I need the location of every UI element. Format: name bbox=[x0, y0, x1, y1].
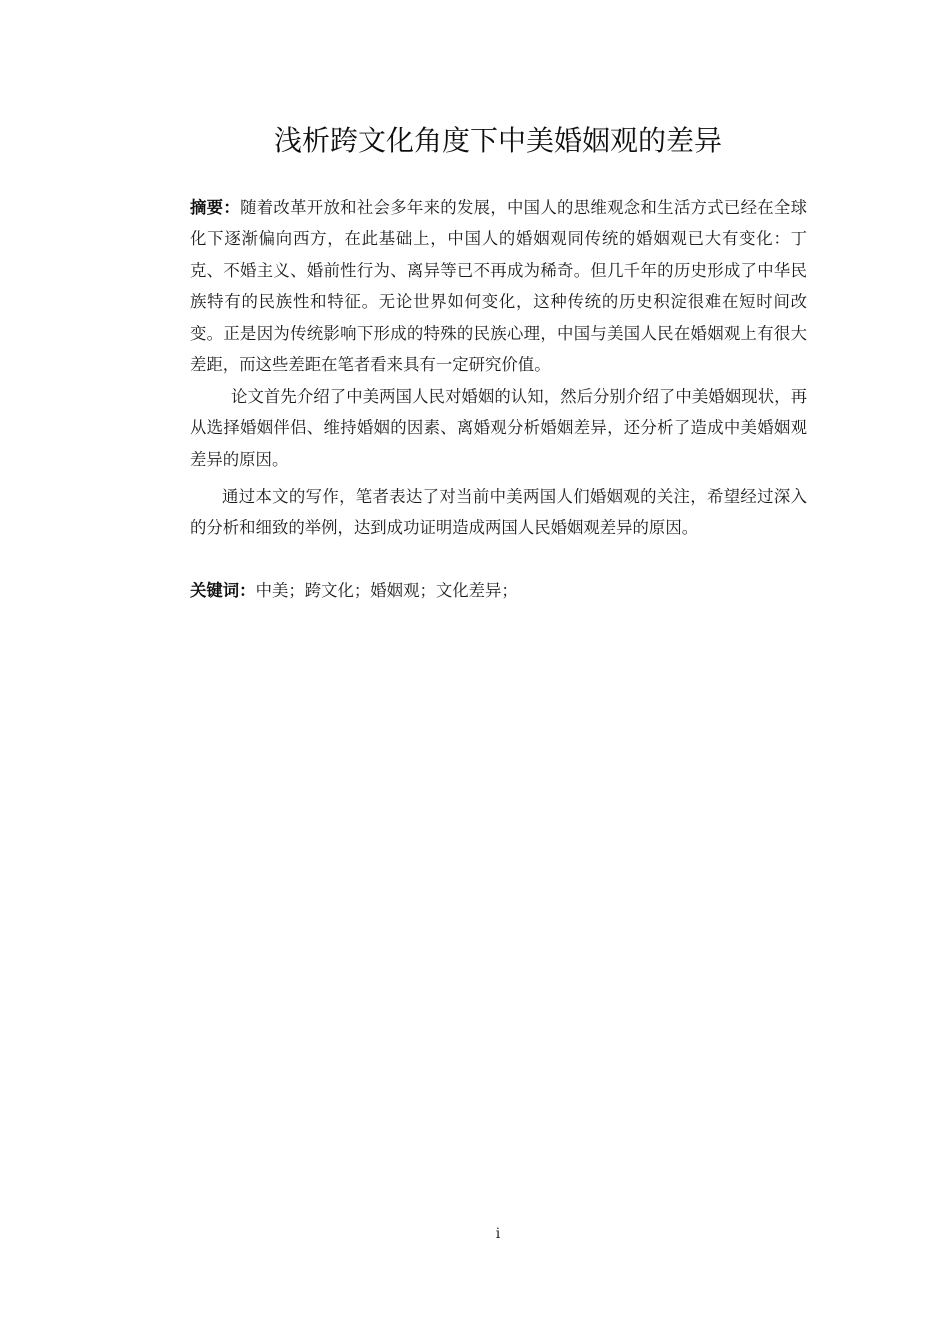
abstract-label: 摘要： bbox=[190, 198, 241, 217]
keywords-text: 中美；跨文化；婚姻观；文化差异； bbox=[255, 581, 518, 600]
keywords-label: 关键词： bbox=[190, 581, 256, 600]
body-paragraph-2: 论文首先介绍了中美两国人民对婚姻的认知，然后分别介绍了中美婚姻现状，再从选择婚姻伴侣、维持婚姻的因素、离婚观分析婚姻差异，还分析了造成中美婚姻观差异的原因。 bbox=[190, 387, 807, 469]
document-title: 浅析跨文化角度下中美婚姻观的差异 bbox=[273, 124, 722, 157]
abstract-text: 随着改革开放和社会多年来的发展，中国人的思维观念和生活方式已经在全球化下逐渐偏向西方，在此基础上，中国人的婚姻观同传统的婚姻观已大有变化：丁克、不婚主义、婚前性行为、离异等已不再成为稀奇。但几千年的历史形成了中华民族特有的民族性和特征。无论世界如何变化，这种传统的历史积淀很难在短时间改变。正是因为传统影响下形成的特殊的民族心理，中国与美国人民在婚姻观上有很大差距，而这些差距在笔者看来具有一定研究价值。 bbox=[190, 198, 808, 375]
abstract-paragraph bbox=[190, 192, 807, 380]
page-number: i bbox=[495, 1226, 501, 1242]
body-paragraph-3: 通过本文的写作，笔者表达了对当前中美两国人们婚姻观的关注，希望经过深入的分析和细致的举例，达到成功证明造成两国人民婚姻观差异的原因。 bbox=[190, 487, 807, 538]
keywords-line bbox=[190, 575, 807, 606]
